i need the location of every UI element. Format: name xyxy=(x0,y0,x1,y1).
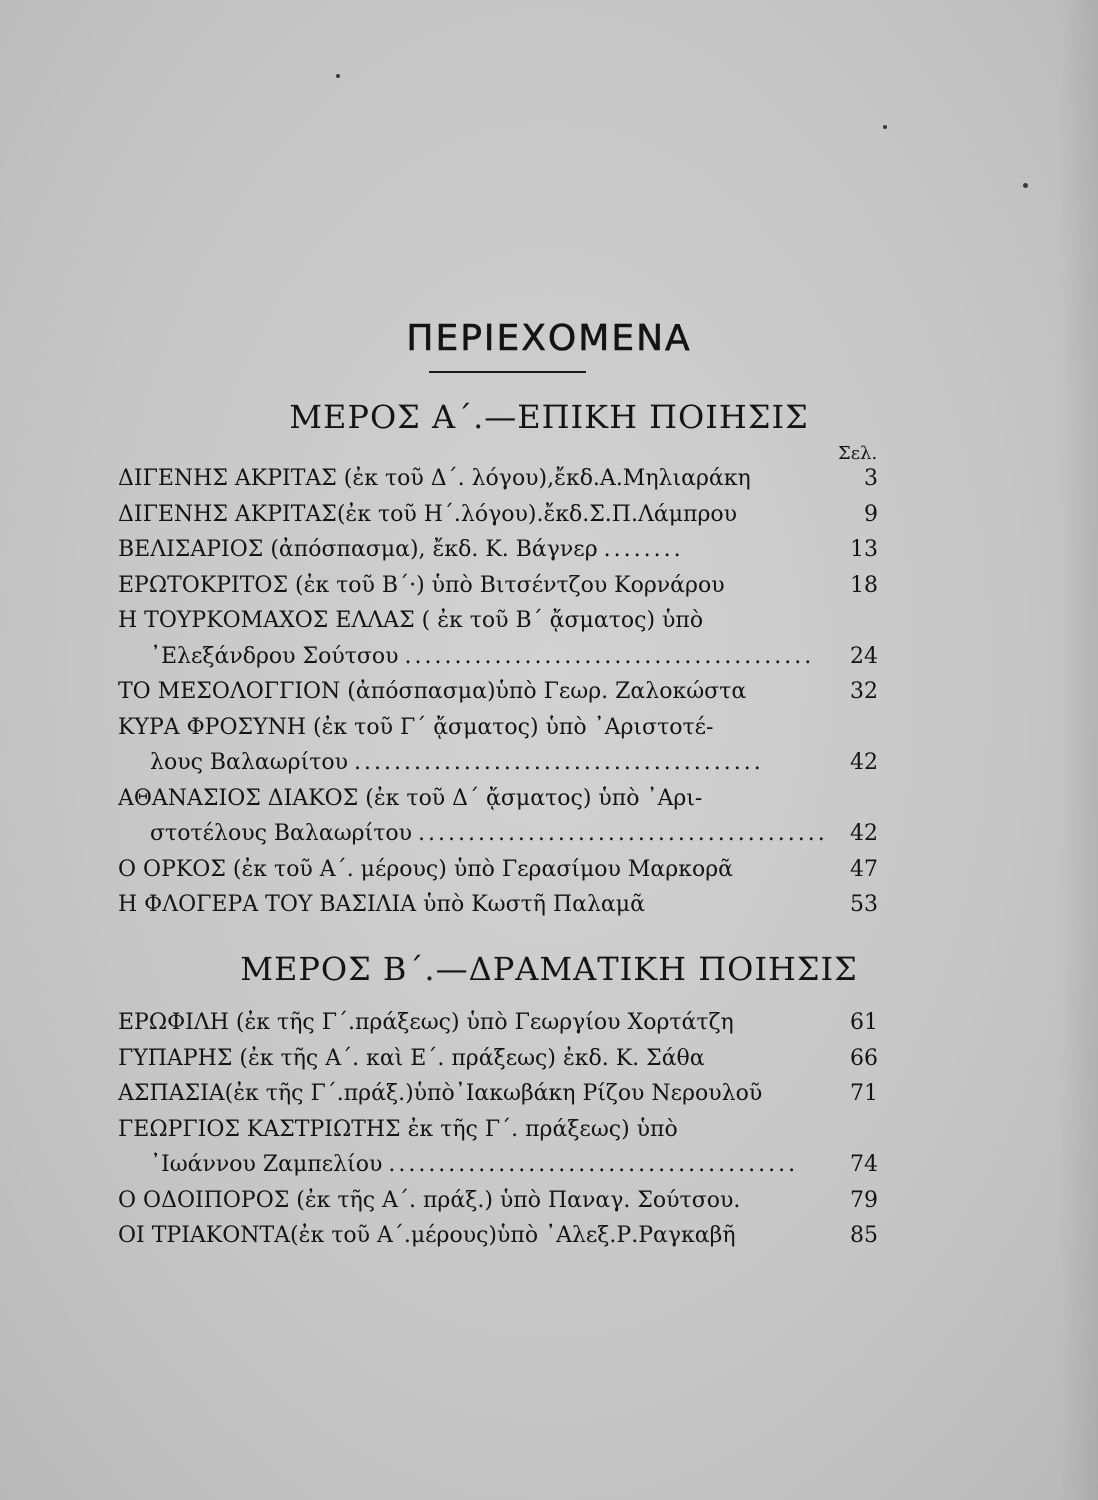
entry-page: 42 xyxy=(850,750,878,775)
toc-entry xyxy=(118,887,878,923)
entry-page: 79 xyxy=(850,1187,878,1213)
toc-entry xyxy=(118,497,878,533)
entry-title: στοτέλους Βαλαωρίτου xyxy=(150,821,412,846)
toc-entry xyxy=(118,781,878,817)
toc-entry xyxy=(118,1147,878,1183)
entry-title: ΕΡΩΤΟΚΡΙΤΟΣ (ἐκ τοῦ Β΄·) ὑπὸ Βιτσέντζου Κορνάρου xyxy=(118,572,725,598)
entry-page: 9 xyxy=(864,501,878,527)
leader-dots: ........ xyxy=(603,537,684,562)
toc-entry xyxy=(118,1183,878,1219)
toc-entry xyxy=(118,568,878,604)
entry-title: ΓΕΩΡΓΙΟΣ ΚΑΣΤΡΙΩΤΗΣ ἐκ τῆς Γ΄. πράξεως) ὑπὸ xyxy=(118,1116,678,1142)
part-b-heading: ΜΕΡΟΣ Β΄.—ΔΡΑΜΑΤΙΚΗ ΠΟΙΗΣΙΣ xyxy=(240,950,858,988)
entry-title: ΑΘΑΝΑΣΙΟΣ ΔΙΑΚΟΣ (ἐκ τοῦ Δ΄ ᾄσματος) ὑπὸ ᾽Αρι- xyxy=(118,785,703,811)
entry-title: ᾽Ιωάννου Ζαμπελίου xyxy=(150,1152,383,1177)
toc-entry xyxy=(118,852,878,888)
part-a-heading: ΜΕΡΟΣ Α΄.—ΕΠΙΚΗ ΠΟΙΗΣΙΣ xyxy=(289,398,809,436)
entry-title: ΟΙ ΤΡΙΑΚΟΝΤΑ(ἐκ τοῦ Α΄.μέρους)ὑπὸ ᾽Αλεξ.Ρ.Ραγκαβῆ xyxy=(118,1223,736,1248)
toc-entry xyxy=(118,745,878,781)
entry-page: 13 xyxy=(850,537,878,562)
entry-page: 24 xyxy=(850,643,878,669)
part-a-contents xyxy=(118,461,878,923)
entry-page: 71 xyxy=(850,1081,878,1106)
ink-speck xyxy=(883,125,887,129)
entry-page: 47 xyxy=(850,856,878,882)
toc-entry xyxy=(118,603,878,639)
page-column-label: Σελ. xyxy=(838,443,878,464)
toc-entry xyxy=(118,1076,878,1112)
toc-entry xyxy=(118,1005,878,1041)
ink-speck xyxy=(1023,183,1028,188)
toc-entry xyxy=(118,461,878,497)
toc-entry xyxy=(118,674,878,710)
entry-title: λους Βαλαωρίτου xyxy=(150,750,348,775)
entry-page: 42 xyxy=(850,821,878,846)
part-b-contents xyxy=(118,1005,878,1254)
toc-entry xyxy=(118,639,878,675)
entry-title: ΔΙΓΕΝΗΣ ΑΚΡΙΤΑΣ(ἐκ τοῦ Η΄.λόγου).ἔκδ.Σ.Π.Λάμπρου xyxy=(118,501,738,527)
entry-page: 74 xyxy=(850,1152,878,1177)
toc-entry xyxy=(118,1112,878,1148)
entry-title: ΕΡΩΦΙΛΗ (ἐκ τῆς Γ΄.πράξεως) ὑπὸ Γεωργίου Χορτάτζη xyxy=(118,1010,734,1035)
entry-page: 85 xyxy=(850,1223,878,1248)
entry-title: Η ΤΟΥΡΚΟΜΑΧΟΣ ΕΛΛΑΣ ( ἐκ τοῦ Β΄ ᾄσματος) ὑπὸ xyxy=(118,608,704,633)
entry-title: Ο ΟΔΟΙΠΟΡΟΣ (ἐκ τῆς Α΄. πράξ.) ὑπὸ Παναγ. Σούτσου. xyxy=(118,1187,741,1213)
toc-entry xyxy=(118,1041,878,1077)
leader-dots: ......................................... xyxy=(388,1152,799,1177)
entry-page: 66 xyxy=(850,1045,878,1071)
entry-title: ᾽Ελεξάνδρου Σούτσου xyxy=(150,643,399,669)
ink-speck xyxy=(336,74,340,78)
leader-dots: ......................................... xyxy=(418,821,828,846)
entry-page: 32 xyxy=(850,679,878,704)
entry-title: ΓΥΠΑΡΗΣ (ἐκ τῆς Α΄. καὶ Ε΄. πράξεως) ἐκδ. Κ. Σάθα xyxy=(118,1045,705,1071)
entry-page: 61 xyxy=(850,1010,878,1035)
entry-title: Ο ΟΡΚΟΣ (ἐκ τοῦ Α΄. μέρους) ὑπὸ Γερασίμου Μαρκορᾶ xyxy=(118,856,734,882)
entry-title: ΚΥΡΑ ΦΡΟΣΥΝΗ (ἐκ τοῦ Γ΄ ᾄσματος) ὑπὸ ᾽Αριστοτέ- xyxy=(118,714,714,740)
entry-title: ΤΟ ΜΕΣΟΛΟΓΓΙΟΝ (ἀπόσπασμα)ὑπὸ Γεωρ. Ζαλοκώστα xyxy=(118,679,747,704)
leader-dots: ......................................... xyxy=(404,643,815,669)
toc-entry xyxy=(118,1218,878,1254)
entry-title: ΔΙΓΕΝΗΣ ΑΚΡΙΤΑΣ (ἐκ τοῦ Δ΄. λόγου),ἔκδ.Α.Μηλιαράκη xyxy=(118,466,751,491)
title-underline xyxy=(429,371,586,373)
toc-entry xyxy=(118,710,878,746)
page-title: ΠΕΡΙΕΧΟΜΕΝΑ xyxy=(406,318,692,359)
leader-dots: ......................................... xyxy=(354,750,764,775)
entry-title: ΒΕΛΙΣΑΡΙΟΣ (ἀπόσπασμα), ἔκδ. Κ. Βάγνερ xyxy=(118,537,598,562)
entry-title: ΑΣΠΑΣΙΑ(ἐκ τῆς Γ΄.πράξ.)ὑπὸ᾽Ιακωβάκη Ρίζου Νερουλοῦ xyxy=(118,1081,763,1106)
entry-page: 53 xyxy=(850,892,878,917)
toc-entry xyxy=(118,816,878,852)
entry-title: Η ΦΛΟΓΕΡΑ ΤΟΥ ΒΑΣΙΛΙΑ ὑπὸ Κωστῆ Παλαμᾶ xyxy=(118,892,645,917)
entry-page: 3 xyxy=(864,466,878,491)
entry-page: 18 xyxy=(850,572,878,598)
toc-entry xyxy=(118,532,878,568)
